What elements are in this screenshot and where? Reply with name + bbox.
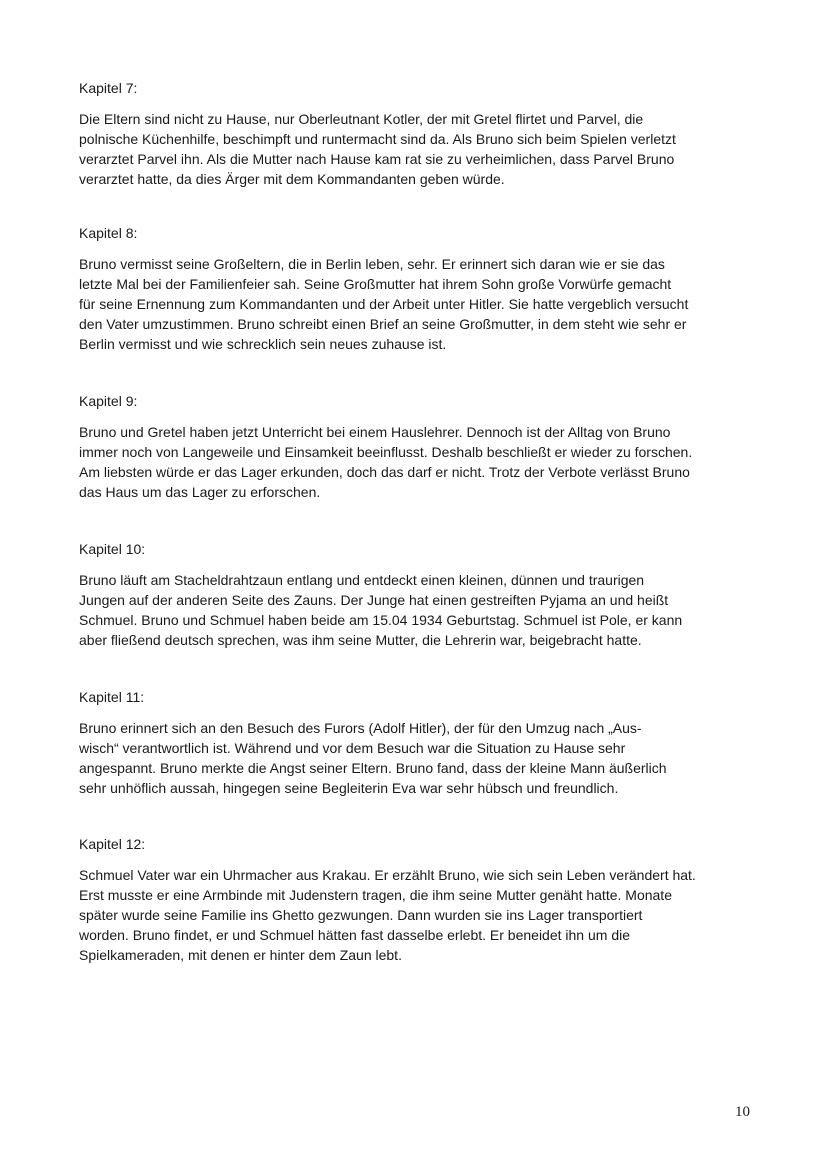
section-spacer <box>79 650 759 687</box>
chapter-text: Bruno erinnert sich an den Besuch des Furors (Adolf Hitler), der für den Umzug nach „Aus- wisch“ verantwortlich ist. Während und vor dem Besuch war die Situation zu Hause sehr angespannt. Bruno merkte die Angst seiner Eltern. Bruno fand, dass der kleine Mann äußerlich sehr unhöflich aussah, hingegen seine Begleiterin Eva war sehr hübsch und freundlich. <box>79 720 667 796</box>
chapter-title: Kapitel 8: <box>79 225 138 241</box>
chapter-8 <box>79 223 759 354</box>
chapter-text: Bruno und Gretel haben jetzt Unterricht bei einem Hauslehrer. Dennoch ist der Alltag von Bruno immer noch von Langeweile und Einsamkeit beeinflusst. Deshalb beschließt er wieder zu forschen. Am liebsten würde er das Lager erkunden, doch das darf er nicht. Trotz der Verbote verlässt Bruno das Haus um das Lager zu erforschen. <box>79 424 693 500</box>
chapter-10 <box>79 539 759 650</box>
chapter-text: Bruno vermisst seine Großeltern, die in Berlin leben, sehr. Er erinnert sich daran wie er sie das letzte Mal bei der Familienfeier sah. Seine Großmutter hat ihrem Sohn große Vorwürfe gemacht für seine Ernennung zum Kommandanten und der Arbeit unter Hitler. Sie hatte vergeblich versucht den Vater umzustimmen. Bruno schreibt einen Brief an seine Großmutter, in dem steht wie sehr er Berlin vermisst und wie schrecklich sein neues zuhause ist. <box>79 256 689 352</box>
chapter-7 <box>79 78 759 189</box>
chapter-9 <box>79 391 759 502</box>
page-number: 10 <box>735 1104 750 1120</box>
chapter-title: Kapitel 12: <box>79 836 146 852</box>
section-spacer <box>79 354 759 391</box>
chapter-text: Bruno läuft am Stacheldrahtzaun entlang und entdeckt einen kleinen, dünnen und traurigen Jungen auf der anderen Seite des Zauns. Der Junge hat einen gestreiften Pyjama an und heißt Schmuel. Bruno und Schmuel haben beide am 15.04 1934 Geburtstag. Schmuel ist Pole, er kann aber fließend deutsch sprechen, was ihm seine Mutter, die Lehrerin war, beigebracht hatte. <box>79 572 683 648</box>
chapter-title: Kapitel 10: <box>79 541 146 557</box>
chapter-text: Die Eltern sind nicht zu Hause, nur Oberleutnant Kotler, der mit Gretel flirtet und Parvel, die polnische Küchenhilfe, beschimpft und runtermacht sind da. Als Bruno sich beim Spielen verletzt verarztet Parvel ihn. Als die Mutter nach Hause kam rat sie zu verheimlichen, dass Parvel Bruno verarztet hatte, da dies Ärger mit dem Kommandanten geben würde. <box>79 111 676 187</box>
section-spacer <box>79 189 759 223</box>
section-spacer <box>79 798 759 834</box>
chapter-11 <box>79 687 759 798</box>
section-spacer <box>79 502 759 539</box>
chapter-text: Schmuel Vater war ein Uhrmacher aus Krakau. Er erzählt Bruno, wie sich sein Leben verändert hat. Erst musste er eine Armbinde mit Judenstern tragen, die ihm seine Mutter genäht hatte. Monate später wurde seine Familie ins Ghetto gezwungen. Dann wurden sie ins Lager transportiert worden. Bruno findet, er und Schmuel hätten fast dasselbe erlebt. Er beneidet ihn um die Spielkameraden, mit denen er hinter dem Zaun lebt. <box>79 867 696 963</box>
chapter-title: Kapitel 11: <box>79 689 145 705</box>
chapter-12 <box>79 834 759 965</box>
page-content <box>79 78 759 965</box>
chapter-title: Kapitel 9: <box>79 393 138 409</box>
chapter-title: Kapitel 7: <box>79 80 138 96</box>
